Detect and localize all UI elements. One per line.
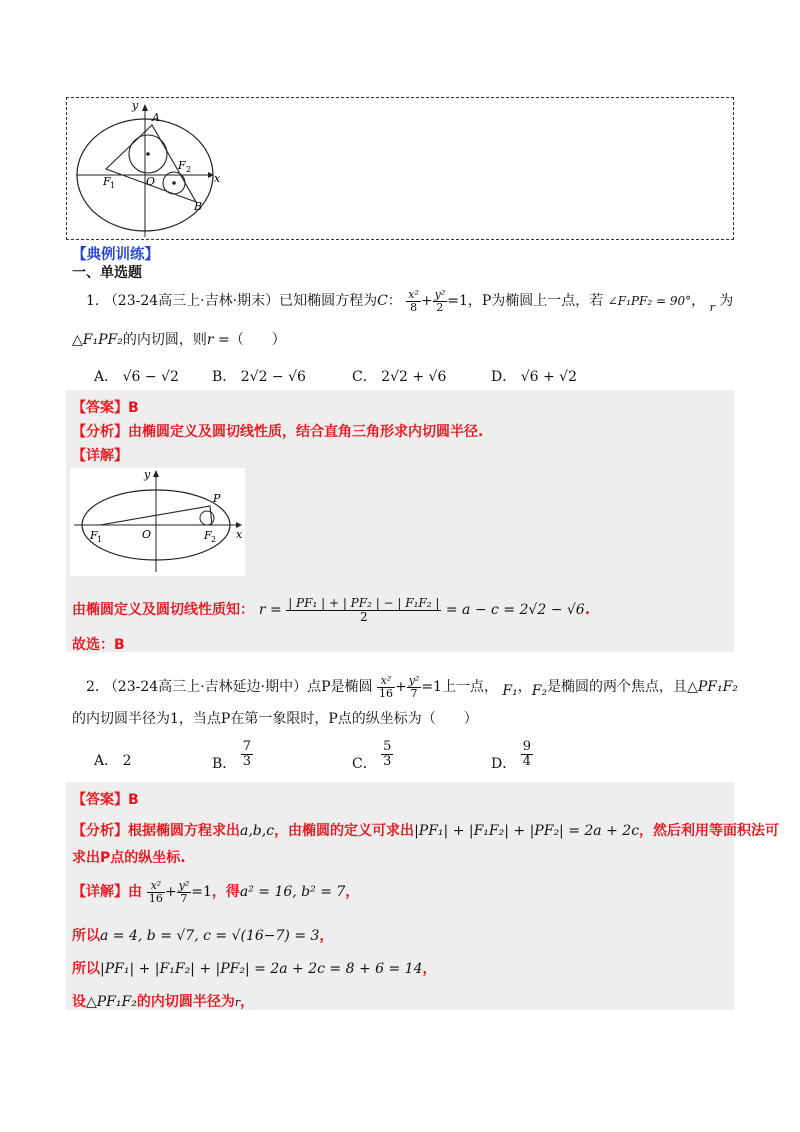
option-fraction <box>521 740 533 768</box>
answer-blank: （ ） <box>229 332 286 348</box>
numerator: y² <box>408 674 420 687</box>
option-label: C． <box>352 369 377 385</box>
detail-line-3 <box>72 958 437 978</box>
denominator: 4 <box>522 753 531 769</box>
focus-f1: F₁ <box>502 683 518 700</box>
formula <box>258 596 585 624</box>
detail-line-1 <box>72 880 359 904</box>
numerator: 5 <box>383 739 392 754</box>
denominator: 2 <box>436 300 444 314</box>
question-1-line-2 <box>72 333 286 347</box>
option-value: 2√2 + √6 <box>381 369 447 385</box>
denominator: 16 <box>148 891 163 905</box>
comma: ， <box>319 928 334 944</box>
detail-line-2 <box>72 925 333 945</box>
question-number: 2. <box>86 679 100 696</box>
detail-text: 的内切圆半径为 <box>136 994 235 1010</box>
equals-one: =1 <box>447 293 468 310</box>
denominator: 7 <box>410 686 418 700</box>
period: . <box>584 602 591 619</box>
fraction-x2-16 <box>377 675 395 699</box>
ellipse-equation <box>147 879 212 905</box>
abc-symbols: a,b,c <box>240 823 275 839</box>
option-value: √6 − √2 <box>122 369 179 385</box>
comma: ， <box>691 293 706 310</box>
question-text: 已知椭圆方程为 <box>279 293 378 310</box>
denominator: 7 <box>180 891 188 905</box>
plus-sign: + <box>164 884 177 901</box>
radius-symbol: r <box>234 996 241 1009</box>
question-source: （23-24高三上·吉林·期末） <box>103 293 280 310</box>
option-label: C． <box>352 756 377 773</box>
fraction-x2-8 <box>406 289 421 313</box>
question-text: 为 <box>719 293 734 310</box>
choose-line: 故选：B <box>72 637 125 653</box>
answer-label: 【答案】B <box>72 792 139 808</box>
y-axis-label: y <box>132 99 139 112</box>
option-b <box>212 739 253 773</box>
numerator: | PF₁ | + | PF₂ | − | F₁F₂ | <box>288 596 440 610</box>
option-value: √6 + √2 <box>520 369 577 385</box>
denominator: 16 <box>378 686 393 700</box>
detail-text: 由椭圆定义及圆切线性质知： <box>72 602 254 619</box>
option-a <box>94 366 179 386</box>
focus-f1-label: F <box>103 175 111 188</box>
detail-text: 由 <box>128 884 142 901</box>
radius-symbol: r <box>709 301 715 315</box>
perimeter-expression: |PF₁| + |F₁F₂| + |PF₂| = 2a + 2c <box>414 823 640 839</box>
numerator: y² <box>178 879 190 892</box>
focus-f1-sub: 1 <box>97 535 103 544</box>
x-axis-label: x <box>236 528 243 541</box>
ellipse-name: C <box>377 293 388 310</box>
option-c <box>352 366 446 386</box>
ellipse-triangle-figure <box>66 97 266 240</box>
angle-condition: ∠F₁PF₂ = 90° <box>607 294 692 309</box>
formula-fraction <box>286 597 441 623</box>
numerator: y² <box>434 288 446 301</box>
option-d <box>491 366 577 386</box>
question-text: 点P是椭圆 <box>307 679 373 696</box>
detail-text: 所以 <box>72 928 100 944</box>
question-source: （23-24高三上·吉林延边·期中） <box>103 679 308 696</box>
analysis-text: ，然后利用等面积法可 <box>639 823 780 839</box>
numerator: x² <box>377 675 395 688</box>
ellipse-incircle-figure <box>70 468 245 576</box>
focus-f2: F₂ <box>531 683 548 700</box>
fraction-y2-7 <box>407 675 422 699</box>
abc-values: a = 4, b = √7, c = √(16−7) = 3 <box>100 928 320 944</box>
focus-f2-sub: 2 <box>211 535 217 544</box>
analysis-line-1 <box>72 820 779 840</box>
option-label: B． <box>212 369 237 385</box>
detail-label: 【详解】 <box>72 448 128 464</box>
radius-equals: r = <box>206 332 230 348</box>
question-2-line-2: 的内切圆半径为1，当点P在第一象限时，P点的纵坐标为（ ） <box>72 711 478 727</box>
option-a <box>94 750 132 770</box>
x-axis-label: x <box>214 172 221 185</box>
analysis-line <box>72 421 483 441</box>
equals-one: =1 <box>191 884 212 901</box>
option-fraction <box>381 740 393 768</box>
denominator: 8 <box>410 300 418 314</box>
option-c <box>352 739 393 773</box>
detail-text: 所以 <box>72 961 100 977</box>
denominator: 2 <box>359 609 368 624</box>
analysis-label: 【分析】 <box>72 823 128 839</box>
subsection-title: 一、单选题 <box>72 265 142 281</box>
squares-expression: a² = 16, b² = 7 <box>239 884 346 901</box>
fraction-y2-2 <box>433 289 448 313</box>
option-fraction <box>241 740 253 768</box>
detail-text: ，得 <box>211 884 240 901</box>
perimeter-value: |PF₁| + |F₁F₂| + |PF₂| = 2a + 2c = 8 + 6 = 14 <box>100 961 423 977</box>
question-text: 是椭圆的两个焦点，且 <box>547 679 688 696</box>
point-a-label: A <box>152 111 160 124</box>
analysis-label: 【分析】 <box>72 424 128 440</box>
analysis-text: ，由椭圆的定义可求出 <box>274 823 415 839</box>
focus-f1-sub: 1 <box>110 181 116 190</box>
y-axis-label: y <box>144 468 151 481</box>
plus-sign: + <box>394 679 407 696</box>
option-b <box>212 366 306 386</box>
point-b-label: B <box>194 200 203 213</box>
detail-line-4 <box>72 991 254 1011</box>
detail-label: 【详解】 <box>72 884 128 901</box>
focus-f2-label: F <box>178 159 186 172</box>
option-label: D． <box>491 369 517 385</box>
comma: ， <box>240 994 255 1010</box>
question-1-line-1 <box>86 289 733 313</box>
formula-rhs: = a − c = 2√2 − √6 <box>445 602 585 619</box>
comma: ， <box>517 679 532 696</box>
option-label: A． <box>94 369 119 385</box>
numerator: 9 <box>522 739 531 754</box>
denominator: 3 <box>383 753 392 769</box>
formula-lhs: r = <box>258 602 282 619</box>
detail-text-line <box>72 597 590 623</box>
colon: ： <box>387 293 402 310</box>
option-label: D． <box>491 756 517 773</box>
question-2-line-1 <box>86 675 738 699</box>
option-label: A． <box>94 753 119 769</box>
numerator: x² <box>408 288 419 301</box>
analysis-line-2: 求出P点的纵坐标. <box>72 850 186 866</box>
option-value: 2√2 − √6 <box>240 369 306 385</box>
option-value: 2 <box>122 753 132 769</box>
origin-label: O <box>142 528 152 541</box>
focus-f2-label: F <box>204 529 212 542</box>
answer-label: 【答案】B <box>72 400 139 416</box>
analysis-text: 由椭圆定义及圆切线性质，结合直角三角形求内切圆半径. <box>128 424 484 440</box>
question-text: ，P为椭圆上一点，若 <box>467 293 604 310</box>
triangle-symbol: △PF₁F₂ <box>687 679 738 696</box>
origin-label: O <box>146 175 156 188</box>
option-d <box>491 739 533 773</box>
numerator: x² <box>147 880 165 893</box>
numerator: 7 <box>242 739 252 754</box>
detail-text: 设 <box>72 994 86 1010</box>
denominator: 3 <box>242 753 252 769</box>
question-text: 的内切圆，则 <box>122 332 207 348</box>
option-label: B． <box>212 756 237 773</box>
question-text: =1上一点， <box>421 679 498 696</box>
comma: ， <box>345 884 360 901</box>
section-title: 【典例训练】 <box>72 247 159 263</box>
analysis-text: 根据椭圆方程求出 <box>128 823 240 839</box>
focus-f1-label: F <box>90 529 98 542</box>
question-number: 1. <box>86 293 100 310</box>
triangle-symbol: △PF₁F₂ <box>86 994 137 1010</box>
focus-f2-sub: 2 <box>186 165 192 174</box>
triangle-symbol: △F₁PF₂ <box>72 332 123 348</box>
plus-sign: + <box>420 293 433 310</box>
comma: ， <box>422 961 437 977</box>
point-p-label: P <box>213 492 221 505</box>
